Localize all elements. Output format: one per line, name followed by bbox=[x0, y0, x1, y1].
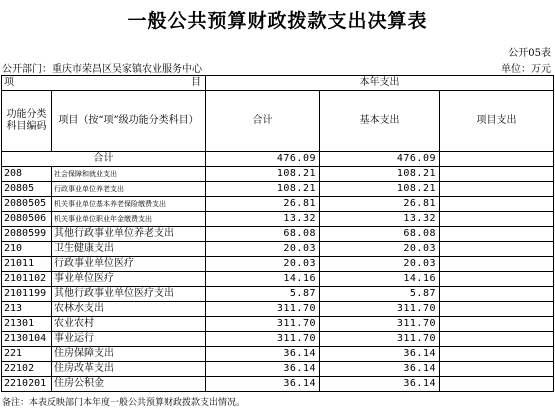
unit-label: 单位：万元 bbox=[501, 64, 551, 75]
basic-cell: 108.21 bbox=[320, 182, 440, 197]
header-total: 合计 bbox=[206, 91, 320, 152]
item-name-cell: 其他行政事业单位医疗支出 bbox=[52, 287, 206, 302]
basic-cell: 36.14 bbox=[320, 377, 440, 392]
project-cell bbox=[440, 257, 554, 272]
code-cell: 2080599 bbox=[2, 227, 52, 242]
code-cell: 2210201 bbox=[2, 377, 52, 392]
project-cell bbox=[440, 287, 554, 302]
item-name-cell: 农业农村 bbox=[52, 317, 206, 332]
basic-cell: 20.03 bbox=[320, 242, 440, 257]
total-cell: 14.16 bbox=[206, 272, 320, 287]
table-row bbox=[2, 227, 554, 242]
table-row bbox=[2, 272, 554, 287]
total-cell: 20.03 bbox=[206, 242, 320, 257]
total-row bbox=[2, 152, 554, 167]
total-cell: 311.70 bbox=[206, 317, 320, 332]
basic-cell: 311.70 bbox=[320, 332, 440, 347]
table-row bbox=[2, 212, 554, 227]
table-row bbox=[2, 287, 554, 302]
project-cell bbox=[440, 317, 554, 332]
item-name-cell: 机关事业单位职业年金缴费支出 bbox=[52, 212, 206, 227]
header-row-1 bbox=[2, 76, 554, 91]
item-name-cell: 其他行政事业单位养老支出 bbox=[52, 227, 206, 242]
item-name-cell: 住房公积金 bbox=[52, 377, 206, 392]
item-name-cell: 社会保障和就业支出 bbox=[52, 167, 206, 182]
total-cell: 311.70 bbox=[206, 332, 320, 347]
total-cell: 68.08 bbox=[206, 227, 320, 242]
basic-cell: 36.14 bbox=[320, 362, 440, 377]
table-row bbox=[2, 242, 554, 257]
item-name-cell: 住房保障支出 bbox=[52, 347, 206, 362]
project-cell bbox=[440, 362, 554, 377]
basic-cell: 108.21 bbox=[320, 167, 440, 182]
header-basic: 基本支出 bbox=[320, 91, 440, 152]
code-cell: 2130104 bbox=[2, 332, 52, 347]
project-cell bbox=[440, 167, 554, 182]
department-label: 公开部门：重庆市荣昌区吴家镇农业服务中心 bbox=[2, 64, 202, 75]
total-cell: 20.03 bbox=[206, 257, 320, 272]
header-item-cell bbox=[2, 76, 206, 91]
project-cell bbox=[440, 182, 554, 197]
code-cell: 22102 bbox=[2, 362, 52, 377]
header-item-label: 项 bbox=[4, 77, 14, 88]
header-current-year: 本年支出 bbox=[206, 76, 554, 91]
basic-cell: 68.08 bbox=[320, 227, 440, 242]
code-cell: 2101199 bbox=[2, 287, 52, 302]
total-basic: 476.09 bbox=[320, 152, 440, 167]
item-name-cell: 行政事业单位养老支出 bbox=[52, 182, 206, 197]
basic-cell: 26.81 bbox=[320, 197, 440, 212]
code-cell: 213 bbox=[2, 302, 52, 317]
total-cell: 5.87 bbox=[206, 287, 320, 302]
code-cell: 210 bbox=[2, 242, 52, 257]
table-row bbox=[2, 332, 554, 347]
basic-cell: 20.03 bbox=[320, 257, 440, 272]
footnote: 备注：本表反映部门本年度一般公共预算财政拨款支出情况。 bbox=[2, 398, 246, 408]
basic-cell: 311.70 bbox=[320, 302, 440, 317]
form-number: 公开05表 bbox=[508, 48, 551, 59]
total-cell: 36.14 bbox=[206, 362, 320, 377]
total-cell: 311.70 bbox=[206, 302, 320, 317]
item-name-cell: 农林水支出 bbox=[52, 302, 206, 317]
basic-cell: 13.32 bbox=[320, 212, 440, 227]
header-item-name: 项目（按“项”级功能分类科目） bbox=[52, 91, 206, 152]
table-row bbox=[2, 317, 554, 332]
header-func-code: 功能分类科目编码 bbox=[2, 91, 52, 152]
table-row bbox=[2, 167, 554, 182]
item-name-cell: 事业单位医疗 bbox=[52, 272, 206, 287]
total-cell: 36.14 bbox=[206, 347, 320, 362]
code-cell: 208 bbox=[2, 167, 52, 182]
item-name-cell: 行政事业单位医疗 bbox=[52, 257, 206, 272]
project-cell bbox=[440, 302, 554, 317]
project-cell bbox=[440, 332, 554, 347]
project-cell bbox=[440, 272, 554, 287]
code-cell: 21011 bbox=[2, 257, 52, 272]
project-cell bbox=[440, 347, 554, 362]
table-row bbox=[2, 197, 554, 212]
project-cell bbox=[440, 212, 554, 227]
project-cell bbox=[440, 197, 554, 212]
basic-cell: 36.14 bbox=[320, 347, 440, 362]
total-cell: 13.32 bbox=[206, 212, 320, 227]
code-cell: 20805 bbox=[2, 182, 52, 197]
project-cell bbox=[440, 377, 554, 392]
header-project: 项目支出 bbox=[440, 91, 554, 152]
total-cell: 108.21 bbox=[206, 182, 320, 197]
table-row bbox=[2, 182, 554, 197]
project-cell bbox=[440, 242, 554, 257]
code-cell: 2080506 bbox=[2, 212, 52, 227]
total-label: 合计 bbox=[2, 152, 206, 167]
code-cell: 2101102 bbox=[2, 272, 52, 287]
item-name-cell: 机关事业单位基本养老保险缴费支出 bbox=[52, 197, 206, 212]
item-name-cell: 事业运行 bbox=[52, 332, 206, 347]
expenditure-table bbox=[1, 75, 554, 392]
total-cell: 36.14 bbox=[206, 377, 320, 392]
basic-cell: 311.70 bbox=[320, 317, 440, 332]
basic-cell: 5.87 bbox=[320, 287, 440, 302]
header-item-label-2: 目 bbox=[191, 77, 201, 88]
code-cell: 2080505 bbox=[2, 197, 52, 212]
table-row bbox=[2, 377, 554, 392]
total-total: 476.09 bbox=[206, 152, 320, 167]
table-row bbox=[2, 257, 554, 272]
item-name-cell: 住房改革支出 bbox=[52, 362, 206, 377]
table-row bbox=[2, 302, 554, 317]
total-cell: 26.81 bbox=[206, 197, 320, 212]
table-row bbox=[2, 362, 554, 377]
header-row-2 bbox=[2, 91, 554, 152]
basic-cell: 14.16 bbox=[320, 272, 440, 287]
project-cell bbox=[440, 227, 554, 242]
item-name-cell: 卫生健康支出 bbox=[52, 242, 206, 257]
page-title: 一般公共预算财政拨款支出决算表 bbox=[127, 10, 428, 32]
table-row bbox=[2, 347, 554, 362]
total-cell: 108.21 bbox=[206, 167, 320, 182]
code-cell: 21301 bbox=[2, 317, 52, 332]
code-cell: 221 bbox=[2, 347, 52, 362]
total-project bbox=[440, 152, 554, 167]
